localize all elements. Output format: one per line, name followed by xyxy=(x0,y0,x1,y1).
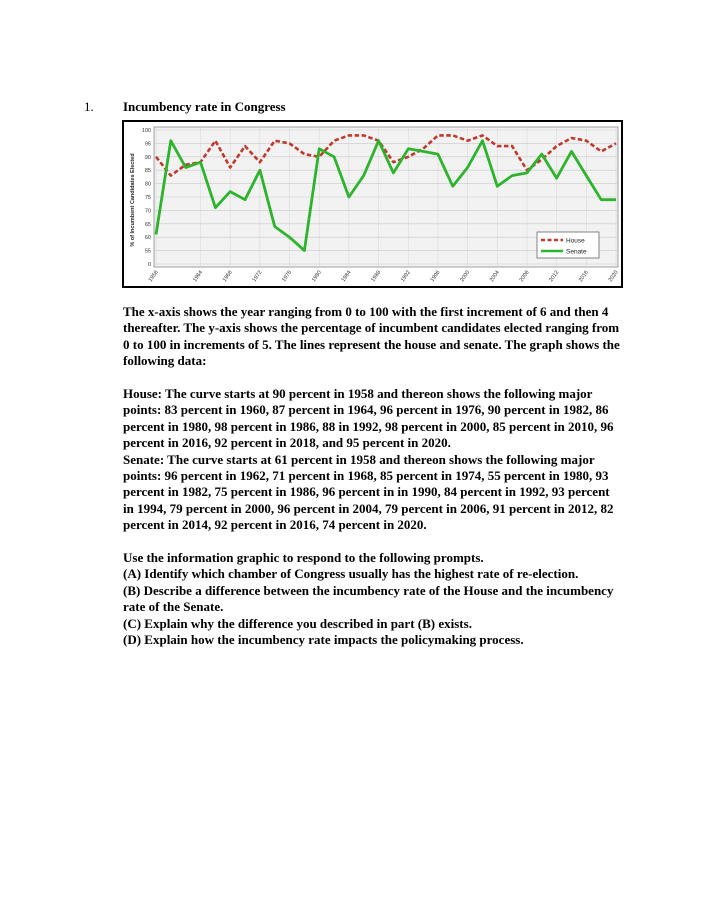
x-tick-label: 2012 xyxy=(548,269,561,284)
x-tick-label: 1988 xyxy=(370,269,383,284)
x-tick-label: 1984 xyxy=(340,269,353,284)
legend-house-label: House xyxy=(566,237,585,245)
y-tick-label: 95 xyxy=(144,141,151,148)
question-body xyxy=(123,304,623,649)
x-tick-label: 1996 xyxy=(429,269,442,284)
incumbency-chart xyxy=(122,120,623,288)
prompt-a: (A) Identify which chamber of Congress usually has the highest rate of re-election. xyxy=(123,566,579,582)
x-tick-label: 2020 xyxy=(607,269,620,284)
y-tick-label: 60 xyxy=(144,235,151,242)
chart-description: The x-axis shows the year ranging from 0 to 100 with the first increment of 6 and then 4 thereafter. The y-axis shows the percentage of incumbent candidates elected ranging from 0 to 100 in increments of 5. The lines represent the house and senate. The graph shows the following data: xyxy=(123,304,620,369)
x-tick-label: 1964 xyxy=(192,269,205,284)
x-tick-label: 2004 xyxy=(488,269,501,284)
incumbency-chart-svg xyxy=(122,120,623,288)
y-tick-label: 70 xyxy=(144,208,151,215)
x-tick-label: 1968 xyxy=(221,269,234,284)
y-tick-label: 55 xyxy=(144,248,151,255)
house-data-text: House: The curve starts at 90 percent in 1958 and thereon shows the following major points: 83 percent in 1960, 87 percent in 1964, 96 percent in 1976, 90 percent in 1982, 86 percent in 1980, 98 percent in 1986, 88 in 1992, 98 percent in 2000, 85 percent in 2010, 96 percent in 2016, 92 percent in 2018, and 95 percent in 2020. xyxy=(123,386,614,451)
x-tick-label: 2000 xyxy=(459,269,472,284)
y-tick-label: 0 xyxy=(147,262,151,268)
y-tick-label: 65 xyxy=(144,221,151,228)
y-axis-label: % of Incumbent Candidates Elected xyxy=(130,153,136,247)
senate-data-text: Senate: The curve starts at 61 percent in 1958 and thereon shows the following major points: 96 percent in 1962, 71 percent in 1968, 85 percent in 1974, 55 percent in 1980, 93 percent in 1982, 75 percent in 1986, 96 percent in in 1990, 84 percent in 1992, 93 percent in 1994, 79 percent in 2000, 96 percent in 2004, 79 percent in 2006, 91 percent in 2012, 82 percent in 2014, 92 percent in 2016, 74 percent in 2020. xyxy=(123,451,614,533)
prompt-d: (D) Explain how the incumbency rate impacts the policymaking process. xyxy=(123,632,524,648)
x-tick-label: 1976 xyxy=(281,269,294,284)
x-tick-label: 1972 xyxy=(251,269,264,284)
y-tick-label: 85 xyxy=(144,168,151,175)
legend-senate-label: Senate xyxy=(566,248,587,256)
chart-legend xyxy=(537,232,599,258)
y-tick-label: 75 xyxy=(144,195,151,201)
prompt-b: (B) Describe a difference between the incumbency rate of the House and the incumbency rate of the Senate. xyxy=(123,582,614,615)
x-tick-label: 1958 xyxy=(147,269,160,284)
x-tick-label: 2016 xyxy=(578,269,590,284)
y-tick-label: 90 xyxy=(144,154,151,161)
y-tick-label: 80 xyxy=(144,181,151,188)
question-number: 1. xyxy=(84,99,94,114)
x-tick-label: 2008 xyxy=(518,269,531,284)
prompts-intro: Use the information graphic to respond to the following prompts. xyxy=(123,550,484,566)
prompt-c: (C) Explain why the difference you described in part (B) exists. xyxy=(123,615,472,631)
question-title: Incumbency rate in Congress xyxy=(123,99,286,114)
x-tick-label: 1992 xyxy=(399,269,412,284)
x-tick-label: 1980 xyxy=(310,269,323,284)
y-tick-label: 100 xyxy=(141,128,151,134)
